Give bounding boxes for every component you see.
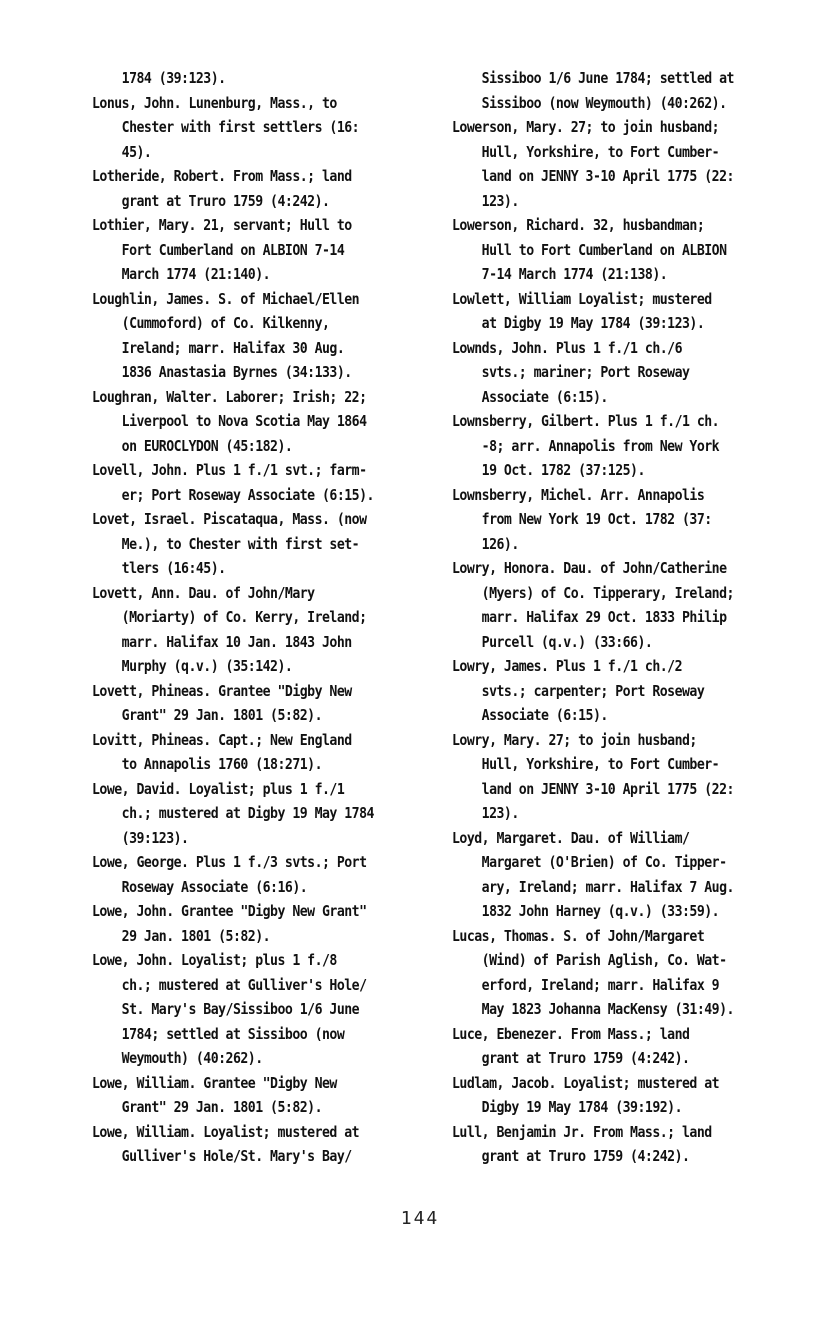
entry-line: 29 Jan. 1801 (5:82). xyxy=(92,926,271,945)
entry-line: Lowe, David. Loyalist; plus 1 f./1 xyxy=(92,779,345,798)
index-entry xyxy=(92,164,444,213)
entry-line: 1836 Anastasia Byrnes (34:133). xyxy=(92,363,352,381)
entry-line: Lowerson, Richard. 32, husbandman; xyxy=(452,216,705,234)
index-entry xyxy=(92,899,444,948)
entry-line: Lowry, Mary. 27; to join husband; xyxy=(452,730,697,749)
entry-line: Lownds, John. Plus 1 f./1 ch./6 xyxy=(452,338,682,357)
index-entry xyxy=(452,1120,804,1169)
entry-line: Lovet, Israel. Piscataqua, Mass. (now xyxy=(92,510,367,528)
entry-line: Lovett, Phineas. Grantee "Digby New xyxy=(92,681,352,700)
entry-line: May 1823 Johanna MacKensy (31:49). xyxy=(452,1000,734,1018)
entry-line: land on JENNY 3-10 April 1775 (22: xyxy=(452,779,734,798)
entry-line: Lovitt, Phineas. Capt.; New England xyxy=(92,730,352,749)
entry-line: Lowe, John. Grantee "Digby New Grant" xyxy=(92,902,367,920)
entry-line: -8; arr. Annapolis from New York xyxy=(452,436,720,455)
entry-line: marr. Halifax 10 Jan. 1843 John xyxy=(92,632,352,651)
entry-line: svts.; mariner; Port Roseway xyxy=(452,363,690,381)
entry-line: Loyd, Margaret. Dau. of William/ xyxy=(452,828,690,847)
entry-line: Chester with first settlers (16: xyxy=(92,118,360,136)
entry-line: Hull, Yorkshire, to Fort Cumber- xyxy=(452,142,720,161)
entry-line: Margaret (O'Brien) of Co. Tipper- xyxy=(452,853,727,871)
entry-line: Me.), to Chester with first set- xyxy=(92,534,360,553)
entry-line: grant at Truro 1759 (4:242). xyxy=(452,1147,690,1165)
entry-line: Lonus, John. Lunenburg, Mass., to xyxy=(92,93,337,112)
entry-line: Lowry, Honora. Dau. of John/Catherine xyxy=(452,559,727,577)
index-entry xyxy=(92,213,444,287)
entry-line: erford, Ireland; marr. Halifax 9 xyxy=(452,975,720,994)
index-entry xyxy=(92,66,444,91)
entry-line: Ireland; marr. Halifax 30 Aug. xyxy=(92,338,345,357)
entry-line: Lowlett, William Loyalist; mustered xyxy=(452,289,712,308)
index-entry xyxy=(92,1071,444,1120)
entry-line: Loughran, Walter. Laborer; Irish; 22; xyxy=(92,387,367,406)
index-entry xyxy=(92,385,444,459)
entry-line: Purcell (q.v.) (33:66). xyxy=(452,632,653,651)
page-number: 144 xyxy=(400,1208,440,1229)
index-entry xyxy=(92,287,444,385)
index-entry xyxy=(92,679,444,728)
entry-line: 7-14 March 1774 (21:138). xyxy=(452,265,668,283)
right-column xyxy=(452,66,804,1169)
index-entry xyxy=(452,924,804,1022)
entry-line: Luce, Ebenezer. From Mass.; land xyxy=(452,1024,690,1043)
index-entry xyxy=(452,213,804,287)
entry-line: Lowry, James. Plus 1 f./1 ch./2 xyxy=(452,657,682,675)
entry-line: Lowe, William. Grantee "Digby New xyxy=(92,1073,337,1092)
entry-line: Lownsberry, Gilbert. Plus 1 f./1 ch. xyxy=(452,412,720,430)
entry-line: Hull, Yorkshire, to Fort Cumber- xyxy=(452,755,720,773)
entry-line: 1832 John Harney (q.v.) (33:59). xyxy=(452,902,720,920)
entry-line: 123). xyxy=(452,191,519,210)
entry-line: 19 Oct. 1782 (37:125). xyxy=(452,461,645,479)
entry-line: 1784 (39:123). xyxy=(92,69,226,87)
entry-line: grant at Truro 1759 (4:242). xyxy=(92,191,330,210)
index-entry xyxy=(452,826,804,924)
entry-line: Gulliver's Hole/St. Mary's Bay/ xyxy=(92,1147,352,1165)
index-entry xyxy=(92,728,444,777)
index-entry xyxy=(452,66,804,115)
entry-line: Hull to Fort Cumberland on ALBION xyxy=(452,240,727,259)
entry-line: Murphy (q.v.) (35:142). xyxy=(92,657,293,675)
entry-line: Lownsberry, Michel. Arr. Annapolis xyxy=(452,485,705,504)
entry-line: from New York 19 Oct. 1782 (37: xyxy=(452,510,712,528)
entry-line: svts.; carpenter; Port Roseway xyxy=(452,681,705,700)
entry-line: March 1774 (21:140). xyxy=(92,265,271,283)
entry-line: Fort Cumberland on ALBION 7-14 xyxy=(92,240,345,259)
left-column xyxy=(92,66,444,1169)
index-entry xyxy=(452,556,804,654)
entry-line: (39:123). xyxy=(92,828,189,847)
index-entry xyxy=(452,483,804,557)
entry-line: Lothier, Mary. 21, servant; Hull to xyxy=(92,216,352,234)
entry-line: Lowe, George. Plus 1 f./3 svts.; Port xyxy=(92,853,367,871)
entry-line: Sissiboo (now Weymouth) (40:262). xyxy=(452,93,727,112)
entry-line: ch.; mustered at Digby 19 May 1784 xyxy=(92,804,374,822)
index-entry xyxy=(92,507,444,581)
entry-line: Lowe, John. Loyalist; plus 1 f./8 xyxy=(92,951,337,969)
entry-line: Grant" 29 Jan. 1801 (5:82). xyxy=(92,706,322,724)
entry-line: (Wind) of Parish Aglish, Co. Wat- xyxy=(452,951,727,969)
entry-line: 1784; settled at Sissiboo (now xyxy=(92,1024,345,1043)
index-entry xyxy=(92,581,444,679)
entry-line: ary, Ireland; marr. Halifax 7 Aug. xyxy=(452,877,734,896)
index-entry xyxy=(452,1071,804,1120)
entry-line: St. Mary's Bay/Sissiboo 1/6 June xyxy=(92,1000,360,1018)
index-entry xyxy=(92,948,444,1071)
entry-line: 45). xyxy=(92,142,152,161)
entry-line: (Myers) of Co. Tipperary, Ireland; xyxy=(452,583,734,602)
entry-line: land on JENNY 3-10 April 1775 (22: xyxy=(452,167,734,185)
entry-line: Grant" 29 Jan. 1801 (5:82). xyxy=(92,1098,322,1116)
index-entry xyxy=(92,91,444,165)
index-entry xyxy=(92,458,444,507)
index-entry xyxy=(452,728,804,826)
index-entry xyxy=(452,336,804,410)
entry-line: 123). xyxy=(452,804,519,822)
index-entry xyxy=(452,409,804,483)
entry-line: Associate (6:15). xyxy=(452,387,608,406)
entry-line: Lull, Benjamin Jr. From Mass.; land xyxy=(452,1122,712,1141)
entry-line: er; Port Roseway Associate (6:15). xyxy=(92,485,374,504)
entry-line: Liverpool to Nova Scotia May 1864 xyxy=(92,412,367,430)
index-entry xyxy=(452,115,804,213)
index-entry xyxy=(452,1022,804,1071)
entry-line: Digby 19 May 1784 (39:192). xyxy=(452,1098,682,1116)
entry-line: 126). xyxy=(452,534,519,553)
entry-line: Ludlam, Jacob. Loyalist; mustered at xyxy=(452,1073,720,1092)
entry-line: Lotheride, Robert. From Mass.; land xyxy=(92,167,352,185)
index-entry xyxy=(452,287,804,336)
entry-line: Weymouth) (40:262). xyxy=(92,1049,263,1067)
entry-line: Loughlin, James. S. of Michael/Ellen xyxy=(92,289,360,308)
entry-line: (Moriarty) of Co. Kerry, Ireland; xyxy=(92,608,367,626)
index-entry xyxy=(92,777,444,851)
entry-line: marr. Halifax 29 Oct. 1833 Philip xyxy=(452,608,727,626)
entry-line: Roseway Associate (6:16). xyxy=(92,877,308,896)
index-entry xyxy=(92,850,444,899)
entry-line: Sissiboo 1/6 June 1784; settled at xyxy=(452,69,734,87)
entry-line: Lovell, John. Plus 1 f./1 svt.; farm- xyxy=(92,461,367,479)
entry-line: ch.; mustered at Gulliver's Hole/ xyxy=(92,975,367,994)
entry-line: on EUROCLYDON (45:182). xyxy=(92,436,293,455)
index-entry xyxy=(92,1120,444,1169)
entry-line: grant at Truro 1759 (4:242). xyxy=(452,1049,690,1067)
entry-line: Associate (6:15). xyxy=(452,706,608,724)
entry-line: Lowerson, Mary. 27; to join husband; xyxy=(452,118,720,136)
entry-line: Lovett, Ann. Dau. of John/Mary xyxy=(92,583,315,602)
entry-line: at Digby 19 May 1784 (39:123). xyxy=(452,314,705,332)
entry-line: (Cummoford) of Co. Kilkenny, xyxy=(92,314,330,332)
entry-line: Lowe, William. Loyalist; mustered at xyxy=(92,1122,360,1141)
entry-line: Lucas, Thomas. S. of John/Margaret xyxy=(452,926,705,945)
entry-line: tlers (16:45). xyxy=(92,559,226,577)
index-entry xyxy=(452,654,804,728)
entry-line: to Annapolis 1760 (18:271). xyxy=(92,755,322,773)
